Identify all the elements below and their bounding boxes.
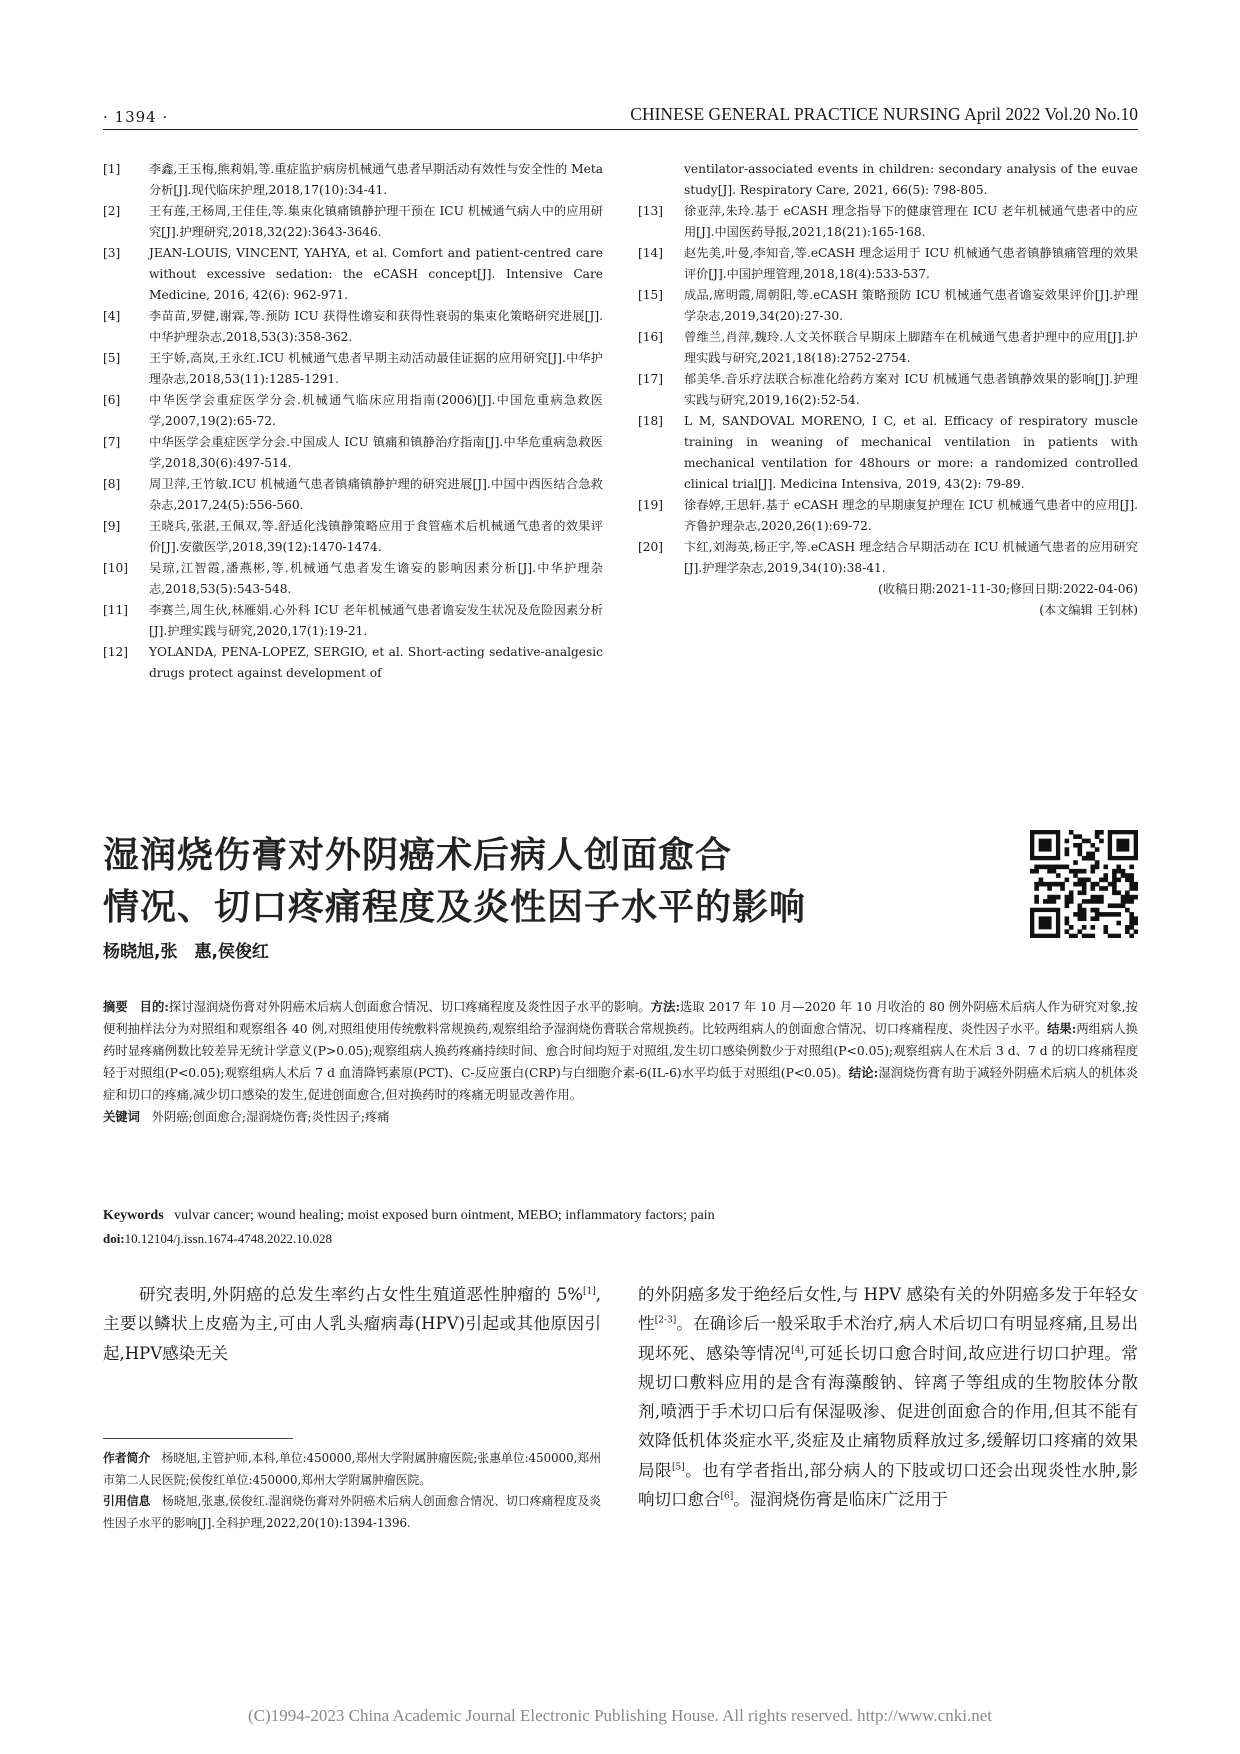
reference-text: 郁美华.音乐疗法联合标准化给药方案对 ICU 机械通气患者镇静效果的影响[J].护理实践与研究,2019,16(2):52-54. <box>684 372 1138 407</box>
conclusion-label: 结论: <box>848 1065 879 1080</box>
reference-text: JEAN-LOUIS, VINCENT, YAHYA, et al. Comfort and patient-centred care without excessive sedation: the eCASH concept[J]. Intensive Care Medicine, 2016, 42(6): 962-971. <box>149 246 603 302</box>
reference-number: [1] <box>103 162 121 176</box>
reference-item <box>103 243 603 306</box>
footnote-rule <box>103 1438 293 1439</box>
reference-number: [17] <box>638 372 664 386</box>
footnotes <box>103 1448 601 1534</box>
reference-text: 卞红,刘海英,杨正宇,等.eCASH 理念结合早期活动在 ICU 机械通气患者的应用研究[J].护理学杂志,2019,34(10):38-41. <box>684 540 1138 575</box>
title-line-2: 情况、切口疼痛程度及炎性因子水平的影响 <box>103 887 807 928</box>
article-title <box>103 830 1003 934</box>
references-right-list <box>638 201 1138 579</box>
reference-item <box>103 516 603 558</box>
results-text: 两组病人换药时显疼痛例数比较差异无统计学意义(P>0.05);观察组病人换药疼痛持续时间、愈合时间均短于对照组,发生切口感染例数少于对照组(P<0.05);观察组病人在术后 3 d、7 d 的切口疼痛程度轻于对照组(P<0.05);观察组病人术后 7 d 血清降钙素原(PCT)、C-反应蛋白(CRP)与白细胞介素-6(IL-6)水平均低于对照组(P<0.05)。 <box>103 1022 1138 1080</box>
keywords-en <box>103 1208 715 1224</box>
reference-item <box>103 474 603 516</box>
reference-text: 王宇娇,高岚,王永红.ICU 机械通气患者早期主动活动最佳证据的应用研究[J].中华护理杂志,2018,53(11):1285-1291. <box>149 351 603 386</box>
reference-item <box>103 201 603 243</box>
reference-item <box>638 243 1138 285</box>
doi-label: doi: <box>103 1231 125 1246</box>
reference-item <box>103 432 603 474</box>
reference-item <box>103 306 603 348</box>
abstract <box>103 996 1138 1128</box>
reference-number: [16] <box>638 330 664 344</box>
reference-text: 李苗苗,罗健,谢霖,等.预防 ICU 获得性谵妄和获得性衰弱的集束化策略研究进展[J].中华护理杂志,2018,53(3):358-362. <box>149 309 603 344</box>
reference-number: [14] <box>638 246 664 260</box>
reference-number: [11] <box>103 603 129 617</box>
reference-item <box>103 600 603 642</box>
reference-item <box>638 285 1138 327</box>
header-rule <box>103 129 1138 130</box>
reference-text: 王晓兵,张湛,王佩双,等.舒适化浅镇静策略应用于食管癌术后机械通气患者的效果评价[J].安徽医学,2018,39(12):1470-1474. <box>149 519 603 554</box>
reference-text: 周卫萍,王竹敏.ICU 机械通气患者镇痛镇静护理的研究进展[J].中国中西医结合急救杂志,2017,24(5):556-560. <box>149 477 603 512</box>
reference-text: 徐亚萍,朱玲.基于 eCASH 理念指导下的健康管理在 ICU 老年机械通气患者中的应用[J].中国医药导报,2021,18(21):165-168. <box>684 204 1138 239</box>
page-number: · 1394 · <box>103 108 169 126</box>
reference-text: 徐春婷,王思轩.基于 eCASH 理念的早期康复护理在 ICU 机械通气患者中的应用[J].齐鲁护理杂志,2020,26(1):69-72. <box>684 498 1138 533</box>
keywords-cn-label: 关键词 <box>103 1109 140 1124</box>
results-label: 结果: <box>1047 1021 1077 1036</box>
received-date-note: (收稿日期:2021-11-30;修回日期:2022-04-06) <box>878 582 1138 596</box>
reference-continuation: ventilator-associated events in children: secondary analysis of the euvae study[J]. Respiratory Care, 2021, 66(5): 798-805. <box>684 162 1138 197</box>
doi-value: 10.12104/j.issn.1674-4748.2022.10.028 <box>124 1231 332 1246</box>
reference-number: [8] <box>103 477 121 491</box>
reference-number: [15] <box>638 288 664 302</box>
reference-item <box>638 201 1138 243</box>
references-right-column <box>638 159 1138 621</box>
journal-header: CHINESE GENERAL PRACTICE NURSING April 2022 Vol.20 No.10 <box>630 104 1138 124</box>
references-left-column <box>103 159 603 684</box>
reference-number: [18] <box>638 414 664 428</box>
reference-item <box>638 369 1138 411</box>
body-text-right: 的外阴癌多发于绝经后女性,与 HPV 感染有关的外阴癌多发于年轻女性[2-3]。在确诊后一般采取手术治疗,病人术后切口有明显疼痛,且易出现坏死、感染等情况[4],可延长切口愈合时间,故应进行切口护理。常规切口敷料应用的是含有海藻酸钠、锌离子等组成的生物胶体分散剂,喷洒于手术切口后有保湿吸渗、促进创面愈合的作用,但其不能有效降低机体炎症水平,炎症及止痛物质释放过多,缓解切口疼痛的效果局限[5]。也有学者指出,部分病人的下肢或切口还会出现炎性水肿,影响切口愈合[6]。湿润烧伤膏是临床广泛用于 <box>638 1285 1138 1510</box>
reference-text: 成品,席明霞,周朝阳,等.eCASH 策略预防 ICU 机械通气患者谵妄效果评价[J].护理学杂志,2019,34(20):27-30. <box>684 288 1138 323</box>
reference-number: [5] <box>103 351 121 365</box>
objective-text: 探讨湿润烧伤膏对外阴癌术后病人创面愈合情况、切口疼痛程度及炎性因子水平的影响。 <box>168 1000 651 1014</box>
reference-item <box>638 495 1138 537</box>
reference-item <box>638 537 1138 579</box>
keywords-cn-text: 外阴癌;创面愈合;湿润烧伤膏;炎性因子;疼痛 <box>151 1110 390 1124</box>
reference-item <box>103 390 603 432</box>
reference-number: [7] <box>103 435 121 449</box>
objective-label: 目的: <box>139 999 169 1014</box>
title-line-1: 湿润烧伤膏对外阴癌术后病人创面愈合 <box>103 835 733 876</box>
doi <box>103 1231 332 1247</box>
methods-label: 方法: <box>650 999 680 1014</box>
reference-text: YOLANDA, PENA-LOPEZ, SERGIO, et al. Short-acting sedative-analgesic drugs protect against development of <box>149 645 603 680</box>
reference-text: 李鑫,王玉梅,熊莉娟,等.重症监护病房机械通气患者早期活动有效性与安全性的 Meta 分析[J].现代临床护理,2018,17(10):34-41. <box>149 162 603 197</box>
reference-number: [2] <box>103 204 121 218</box>
keywords-cn <box>103 1106 1138 1128</box>
reference-number: [13] <box>638 204 664 218</box>
reference-number: [6] <box>103 393 121 407</box>
citation-info: 引用信息 杨晓旭,张惠,侯俊红.湿润烧伤膏对外阴癌术后病人创面愈合情况、切口疼痛程度及炎性因子水平的影响[J].全科护理,2022,20(10):1394-1396. <box>103 1494 601 1530</box>
editor-note: (本文编辑 王钊林) <box>1039 603 1138 617</box>
conclusion-text: 湿润烧伤膏有助于减轻外阴癌术后病人的机体炎症和切口的疼痛,减少切口感染的发生,促进创面愈合,但对换药时的疼痛无明显改善作用。 <box>103 1066 1138 1102</box>
reference-text: 赵先美,叶曼,李知音,等.eCASH 理念运用于 ICU 机械通气患者镇静镇痛管理的效果评价[J].中国护理管理,2018,18(4):533-537. <box>684 246 1138 281</box>
reference-item <box>638 411 1138 495</box>
keywords-en-text: vulvar cancer; wound healing; moist exposed burn ointment, MEBO; inflammatory factors; pain <box>174 1208 715 1223</box>
qr-code-icon <box>1030 830 1138 938</box>
reference-item <box>103 348 603 390</box>
reference-number: [20] <box>638 540 664 554</box>
abstract-label: 摘要 <box>103 999 128 1014</box>
keywords-en-label: Keywords <box>103 1208 164 1223</box>
reference-text: 王有莲,王杨周,王佳佳,等.集束化镇痛镇静护理干预在 ICU 机械通气病人中的应用研究[J].护理研究,2018,32(22):3643-3646. <box>149 204 603 239</box>
reference-number: [12] <box>103 645 129 659</box>
reference-text: 中华医学会重症医学分会.机械通气临床应用指南(2006)[J].中国危重病急救医学,2007,19(2):65-72. <box>149 393 603 428</box>
reference-number: [9] <box>103 519 121 533</box>
reference-text: 吴琼,江智霞,潘燕彬,等.机械通气患者发生谵妄的影响因素分析[J].中华护理杂志,2018,53(5):543-548. <box>149 561 603 596</box>
author-bio: 作者简介 杨晓旭,主管护师,本科,单位:450000,郑州大学附属肿瘤医院;张惠单位:450000,郑州市第二人民医院;侯俊红单位:450000,郑州大学附属肿瘤医院。 <box>103 1451 601 1487</box>
methods-text: 选取 2017 年 10 月—2020 年 10 月收治的 80 例外阴癌术后病人作为研究对象,按便利抽样法分为对照组和观察组各 40 例,对照组使用传统敷料常规换药,观察组给予湿润烧伤膏联合常规换药。比较两组病人的创面愈合情况、切口疼痛程度、炎性因子水平。 <box>103 1000 1138 1036</box>
reference-item <box>103 159 603 201</box>
reference-number: [19] <box>638 498 664 512</box>
copyright-footer: (C)1994-2023 China Academic Journal Electronic Publishing House. All rights reserved. http://www.cnki.net <box>248 1706 992 1725</box>
reference-number: [3] <box>103 246 121 260</box>
body-text-left: 研究表明,外阴癌的总发生率约占女性生殖道恶性肿瘤的 5%[1],主要以鳞状上皮癌为主,可由人乳头瘤病毒(HPV)引起或其他原因引起,HPV感染无关 <box>103 1285 601 1363</box>
reference-number: [10] <box>103 561 129 575</box>
reference-text: 曾维兰,肖萍,魏玲.人文关怀联合早期床上脚踏车在机械通气患者护理中的应用[J].护理实践与研究,2021,18(18):2752-2754. <box>684 330 1138 365</box>
reference-text: 中华医学会重症医学分会.中国成人 ICU 镇痛和镇静治疗指南[J].中华危重病急救医学,2018,30(6):497-514. <box>149 435 603 470</box>
reference-item <box>638 327 1138 369</box>
reference-item <box>103 558 603 600</box>
reference-text: 李赛兰,周生伙,林雁娟.心外科 ICU 老年机械通气患者谵妄发生状况及危险因素分析[J].护理实践与研究,2020,17(1):19-21. <box>149 603 603 638</box>
reference-item <box>103 642 603 684</box>
reference-text: L M, SANDOVAL MORENO, I C, et al. Efficacy of respiratory muscle training in weaning of mechanical ventilation in patients with mechanical ventilation for 48hours or more: a randomized controlled clinical trial[J]. Medicina Intensiva, 2019, 43(2): 79-89. <box>684 414 1138 491</box>
reference-number: [4] <box>103 309 121 323</box>
authors: 杨晓旭,张 惠,侯俊红 <box>103 942 269 962</box>
